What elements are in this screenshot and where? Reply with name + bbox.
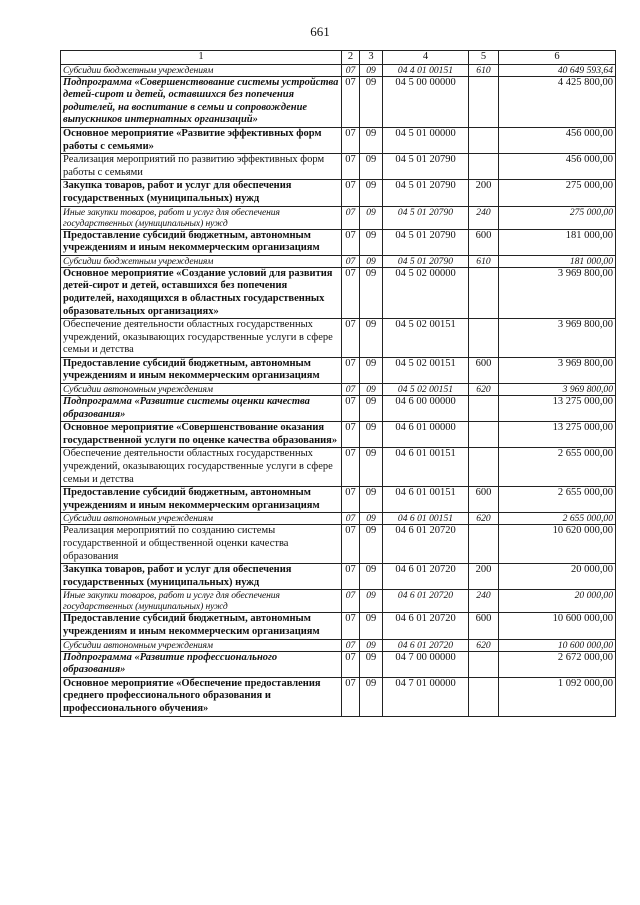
table-row (61, 267, 616, 318)
row-target-article-cell: 04 5 02 00151 (383, 357, 469, 383)
row-subsection-cell: 09 (360, 487, 383, 513)
table-row (61, 525, 616, 564)
row-name-cell: Закупка товаров, работ и услуг для обеспечения государственных (муниципальных) нужд (61, 564, 342, 590)
row-target-article-cell: 04 6 01 00000 (383, 422, 469, 448)
row-expense-type-cell: 600 (469, 357, 499, 383)
row-subsection-cell: 09 (360, 267, 383, 318)
row-amount-cell: 2 672 000,00 (499, 651, 616, 677)
row-subsection-cell: 09 (360, 525, 383, 564)
row-name-cell: Закупка товаров, работ и услуг для обеспечения государственных (муниципальных) нужд (61, 180, 342, 206)
row-target-article-cell: 04 5 01 20790 (383, 229, 469, 255)
row-amount-cell: 13 275 000,00 (499, 396, 616, 422)
row-section-cell: 07 (342, 564, 360, 590)
row-expense-type-cell: 600 (469, 229, 499, 255)
row-subsection-cell: 09 (360, 64, 383, 76)
row-section-cell: 07 (342, 229, 360, 255)
row-amount-cell: 3 969 800,00 (499, 267, 616, 318)
table-row (61, 206, 616, 229)
row-subsection-cell: 09 (360, 639, 383, 651)
row-expense-type-cell: 620 (469, 384, 499, 396)
row-subsection-cell: 09 (360, 590, 383, 613)
row-amount-cell: 20 000,00 (499, 564, 616, 590)
row-target-article-cell: 04 5 01 00000 (383, 127, 469, 153)
table-row (61, 255, 616, 267)
row-amount-cell: 275 000,00 (499, 206, 616, 229)
row-name-cell: Иные закупки товаров, работ и услуг для обеспечения государственных (муниципальных) нужд (61, 206, 342, 229)
table-row (61, 319, 616, 358)
row-name-cell: Реализация мероприятий по развитию эффективных форм работы с семьями (61, 154, 342, 180)
row-expense-type-cell: 200 (469, 564, 499, 590)
row-section-cell: 07 (342, 154, 360, 180)
row-name-cell: Субсидии автономным учреждениям (61, 384, 342, 396)
row-subsection-cell: 09 (360, 206, 383, 229)
row-name-cell: Подпрограмма «Совершенствование системы устройства детей-сирот и детей, оставшихся без попечения родителей, на воспитание в семьи и сопровождение выпускников интернатных организаций» (61, 76, 342, 127)
row-subsection-cell: 09 (360, 677, 383, 716)
row-section-cell: 07 (342, 651, 360, 677)
row-expense-type-cell: 610 (469, 64, 499, 76)
row-name-cell: Предоставление субсидий бюджетным, автономным учреждениям и иным некоммерческим организациям (61, 487, 342, 513)
row-name-cell: Обеспечение деятельности областных государственных учреждений, оказывающих государственные услуги в сфере семьи и детства (61, 448, 342, 487)
row-target-article-cell: 04 5 02 00151 (383, 384, 469, 396)
row-section-cell: 07 (342, 267, 360, 318)
row-expense-type-cell (469, 677, 499, 716)
row-target-article-cell: 04 6 01 20720 (383, 590, 469, 613)
header-col-4: 4 (383, 51, 469, 65)
row-amount-cell: 2 655 000,00 (499, 448, 616, 487)
row-expense-type-cell: 600 (469, 613, 499, 639)
row-subsection-cell: 09 (360, 396, 383, 422)
row-target-article-cell: 04 6 00 00000 (383, 396, 469, 422)
row-amount-cell: 10 600 000,00 (499, 613, 616, 639)
row-name-cell: Подпрограмма «Развитие профессионального образования» (61, 651, 342, 677)
row-subsection-cell: 09 (360, 127, 383, 153)
header-col-2: 2 (342, 51, 360, 65)
row-subsection-cell: 09 (360, 448, 383, 487)
row-expense-type-cell: 610 (469, 255, 499, 267)
row-target-article-cell: 04 6 01 20720 (383, 613, 469, 639)
row-target-article-cell: 04 5 01 20790 (383, 154, 469, 180)
row-name-cell: Основное мероприятие «Развитие эффективных форм работы с семьями» (61, 127, 342, 153)
row-subsection-cell: 09 (360, 319, 383, 358)
row-expense-type-cell (469, 154, 499, 180)
row-amount-cell: 4 425 800,00 (499, 76, 616, 127)
row-name-cell: Субсидии бюджетным учреждениям (61, 64, 342, 76)
row-name-cell: Субсидии автономным учреждениям (61, 513, 342, 525)
table-row (61, 564, 616, 590)
row-section-cell: 07 (342, 357, 360, 383)
row-section-cell: 07 (342, 64, 360, 76)
table-row (61, 384, 616, 396)
table-row (61, 613, 616, 639)
row-amount-cell: 40 649 593,64 (499, 64, 616, 76)
table-row (61, 590, 616, 613)
row-target-article-cell: 04 5 01 20790 (383, 255, 469, 267)
table-row (61, 487, 616, 513)
row-target-article-cell: 04 6 01 20720 (383, 525, 469, 564)
row-section-cell: 07 (342, 513, 360, 525)
row-section-cell: 07 (342, 677, 360, 716)
row-expense-type-cell (469, 76, 499, 127)
row-subsection-cell: 09 (360, 357, 383, 383)
row-target-article-cell: 04 5 00 00000 (383, 76, 469, 127)
row-section-cell: 07 (342, 639, 360, 651)
table-row (61, 127, 616, 153)
row-amount-cell: 3 969 800,00 (499, 384, 616, 396)
row-target-article-cell: 04 7 01 00000 (383, 677, 469, 716)
row-expense-type-cell: 240 (469, 590, 499, 613)
row-amount-cell: 20 000,00 (499, 590, 616, 613)
row-expense-type-cell (469, 127, 499, 153)
row-expense-type-cell (469, 319, 499, 358)
row-name-cell: Реализация мероприятий по созданию системы государственной и общественной оценки качества образования (61, 525, 342, 564)
row-expense-type-cell: 240 (469, 206, 499, 229)
table-row (61, 396, 616, 422)
row-subsection-cell: 09 (360, 613, 383, 639)
row-section-cell: 07 (342, 525, 360, 564)
row-amount-cell: 181 000,00 (499, 229, 616, 255)
row-name-cell: Основное мероприятие «Обеспечение предоставления среднего профессионального образования и профессионального обучения» (61, 677, 342, 716)
table-row (61, 639, 616, 651)
row-subsection-cell: 09 (360, 384, 383, 396)
row-expense-type-cell (469, 525, 499, 564)
row-subsection-cell: 09 (360, 422, 383, 448)
header-col-1: 1 (61, 51, 342, 65)
table-row (61, 154, 616, 180)
row-target-article-cell: 04 7 00 00000 (383, 651, 469, 677)
row-target-article-cell: 04 6 01 00151 (383, 513, 469, 525)
row-section-cell: 07 (342, 422, 360, 448)
row-amount-cell: 3 969 800,00 (499, 357, 616, 383)
row-section-cell: 07 (342, 590, 360, 613)
table-row (61, 357, 616, 383)
row-subsection-cell: 09 (360, 651, 383, 677)
row-section-cell: 07 (342, 206, 360, 229)
table-row (61, 677, 616, 716)
row-amount-cell: 456 000,00 (499, 127, 616, 153)
row-amount-cell: 456 000,00 (499, 154, 616, 180)
table-row (61, 422, 616, 448)
row-section-cell: 07 (342, 180, 360, 206)
table-row (61, 64, 616, 76)
row-expense-type-cell (469, 651, 499, 677)
row-name-cell: Иные закупки товаров, работ и услуг для обеспечения государственных (муниципальных) нужд (61, 590, 342, 613)
row-expense-type-cell: 600 (469, 487, 499, 513)
row-expense-type-cell (469, 396, 499, 422)
row-amount-cell: 10 620 000,00 (499, 525, 616, 564)
table-row (61, 180, 616, 206)
row-amount-cell: 2 655 000,00 (499, 487, 616, 513)
table-row (61, 513, 616, 525)
row-name-cell: Субсидии бюджетным учреждениям (61, 255, 342, 267)
row-subsection-cell: 09 (360, 229, 383, 255)
table-row (61, 76, 616, 127)
row-target-article-cell: 04 5 02 00000 (383, 267, 469, 318)
row-section-cell: 07 (342, 384, 360, 396)
row-target-article-cell: 04 4 01 00151 (383, 64, 469, 76)
row-name-cell: Предоставление субсидий бюджетным, автономным учреждениям и иным некоммерческим организациям (61, 613, 342, 639)
row-amount-cell: 3 969 800,00 (499, 319, 616, 358)
row-name-cell: Основное мероприятие «Совершенствование оказания государственной услуги по оценке качества образования» (61, 422, 342, 448)
budget-table (60, 50, 616, 717)
row-expense-type-cell: 620 (469, 513, 499, 525)
row-subsection-cell: 09 (360, 180, 383, 206)
row-name-cell: Основное мероприятие «Создание условий для развития детей-сирот и детей, оставшихся без попечения родителей, находящихся в областных государственных образовательных организациях» (61, 267, 342, 318)
row-amount-cell: 10 600 000,00 (499, 639, 616, 651)
row-amount-cell: 275 000,00 (499, 180, 616, 206)
row-subsection-cell: 09 (360, 564, 383, 590)
row-target-article-cell: 04 6 01 20720 (383, 564, 469, 590)
header-col-5: 5 (469, 51, 499, 65)
row-section-cell: 07 (342, 487, 360, 513)
row-target-article-cell: 04 5 01 20790 (383, 206, 469, 229)
row-name-cell: Предоставление субсидий бюджетным, автономным учреждениям и иным некоммерческим организациям (61, 229, 342, 255)
row-target-article-cell: 04 6 01 20720 (383, 639, 469, 651)
row-name-cell: Предоставление субсидий бюджетным, автономным учреждениям и иным некоммерческим организациям (61, 357, 342, 383)
header-col-3: 3 (360, 51, 383, 65)
table-row (61, 448, 616, 487)
row-subsection-cell: 09 (360, 513, 383, 525)
row-section-cell: 07 (342, 613, 360, 639)
row-target-article-cell: 04 6 01 00151 (383, 487, 469, 513)
row-expense-type-cell (469, 422, 499, 448)
row-section-cell: 07 (342, 396, 360, 422)
row-section-cell: 07 (342, 255, 360, 267)
row-name-cell: Подпрограмма «Развитие системы оценки качества образования» (61, 396, 342, 422)
row-expense-type-cell: 620 (469, 639, 499, 651)
row-amount-cell: 1 092 000,00 (499, 677, 616, 716)
row-expense-type-cell (469, 448, 499, 487)
header-col-6: 6 (499, 51, 616, 65)
row-section-cell: 07 (342, 319, 360, 358)
row-amount-cell: 181 000,00 (499, 255, 616, 267)
row-target-article-cell: 04 5 02 00151 (383, 319, 469, 358)
page-number: 661 (310, 24, 330, 39)
table-body (61, 64, 616, 716)
row-amount-cell: 13 275 000,00 (499, 422, 616, 448)
row-subsection-cell: 09 (360, 255, 383, 267)
row-expense-type-cell (469, 267, 499, 318)
row-name-cell: Обеспечение деятельности областных государственных учреждений, оказывающих государственные услуги в сфере семьи и детства (61, 319, 342, 358)
row-section-cell: 07 (342, 127, 360, 153)
table-header (61, 51, 616, 65)
row-target-article-cell: 04 5 01 20790 (383, 180, 469, 206)
row-amount-cell: 2 655 000,00 (499, 513, 616, 525)
row-subsection-cell: 09 (360, 154, 383, 180)
table-row (61, 229, 616, 255)
row-section-cell: 07 (342, 76, 360, 127)
table-row (61, 651, 616, 677)
row-target-article-cell: 04 6 01 00151 (383, 448, 469, 487)
row-name-cell: Субсидии автономным учреждениям (61, 639, 342, 651)
row-expense-type-cell: 200 (469, 180, 499, 206)
row-section-cell: 07 (342, 448, 360, 487)
row-subsection-cell: 09 (360, 76, 383, 127)
